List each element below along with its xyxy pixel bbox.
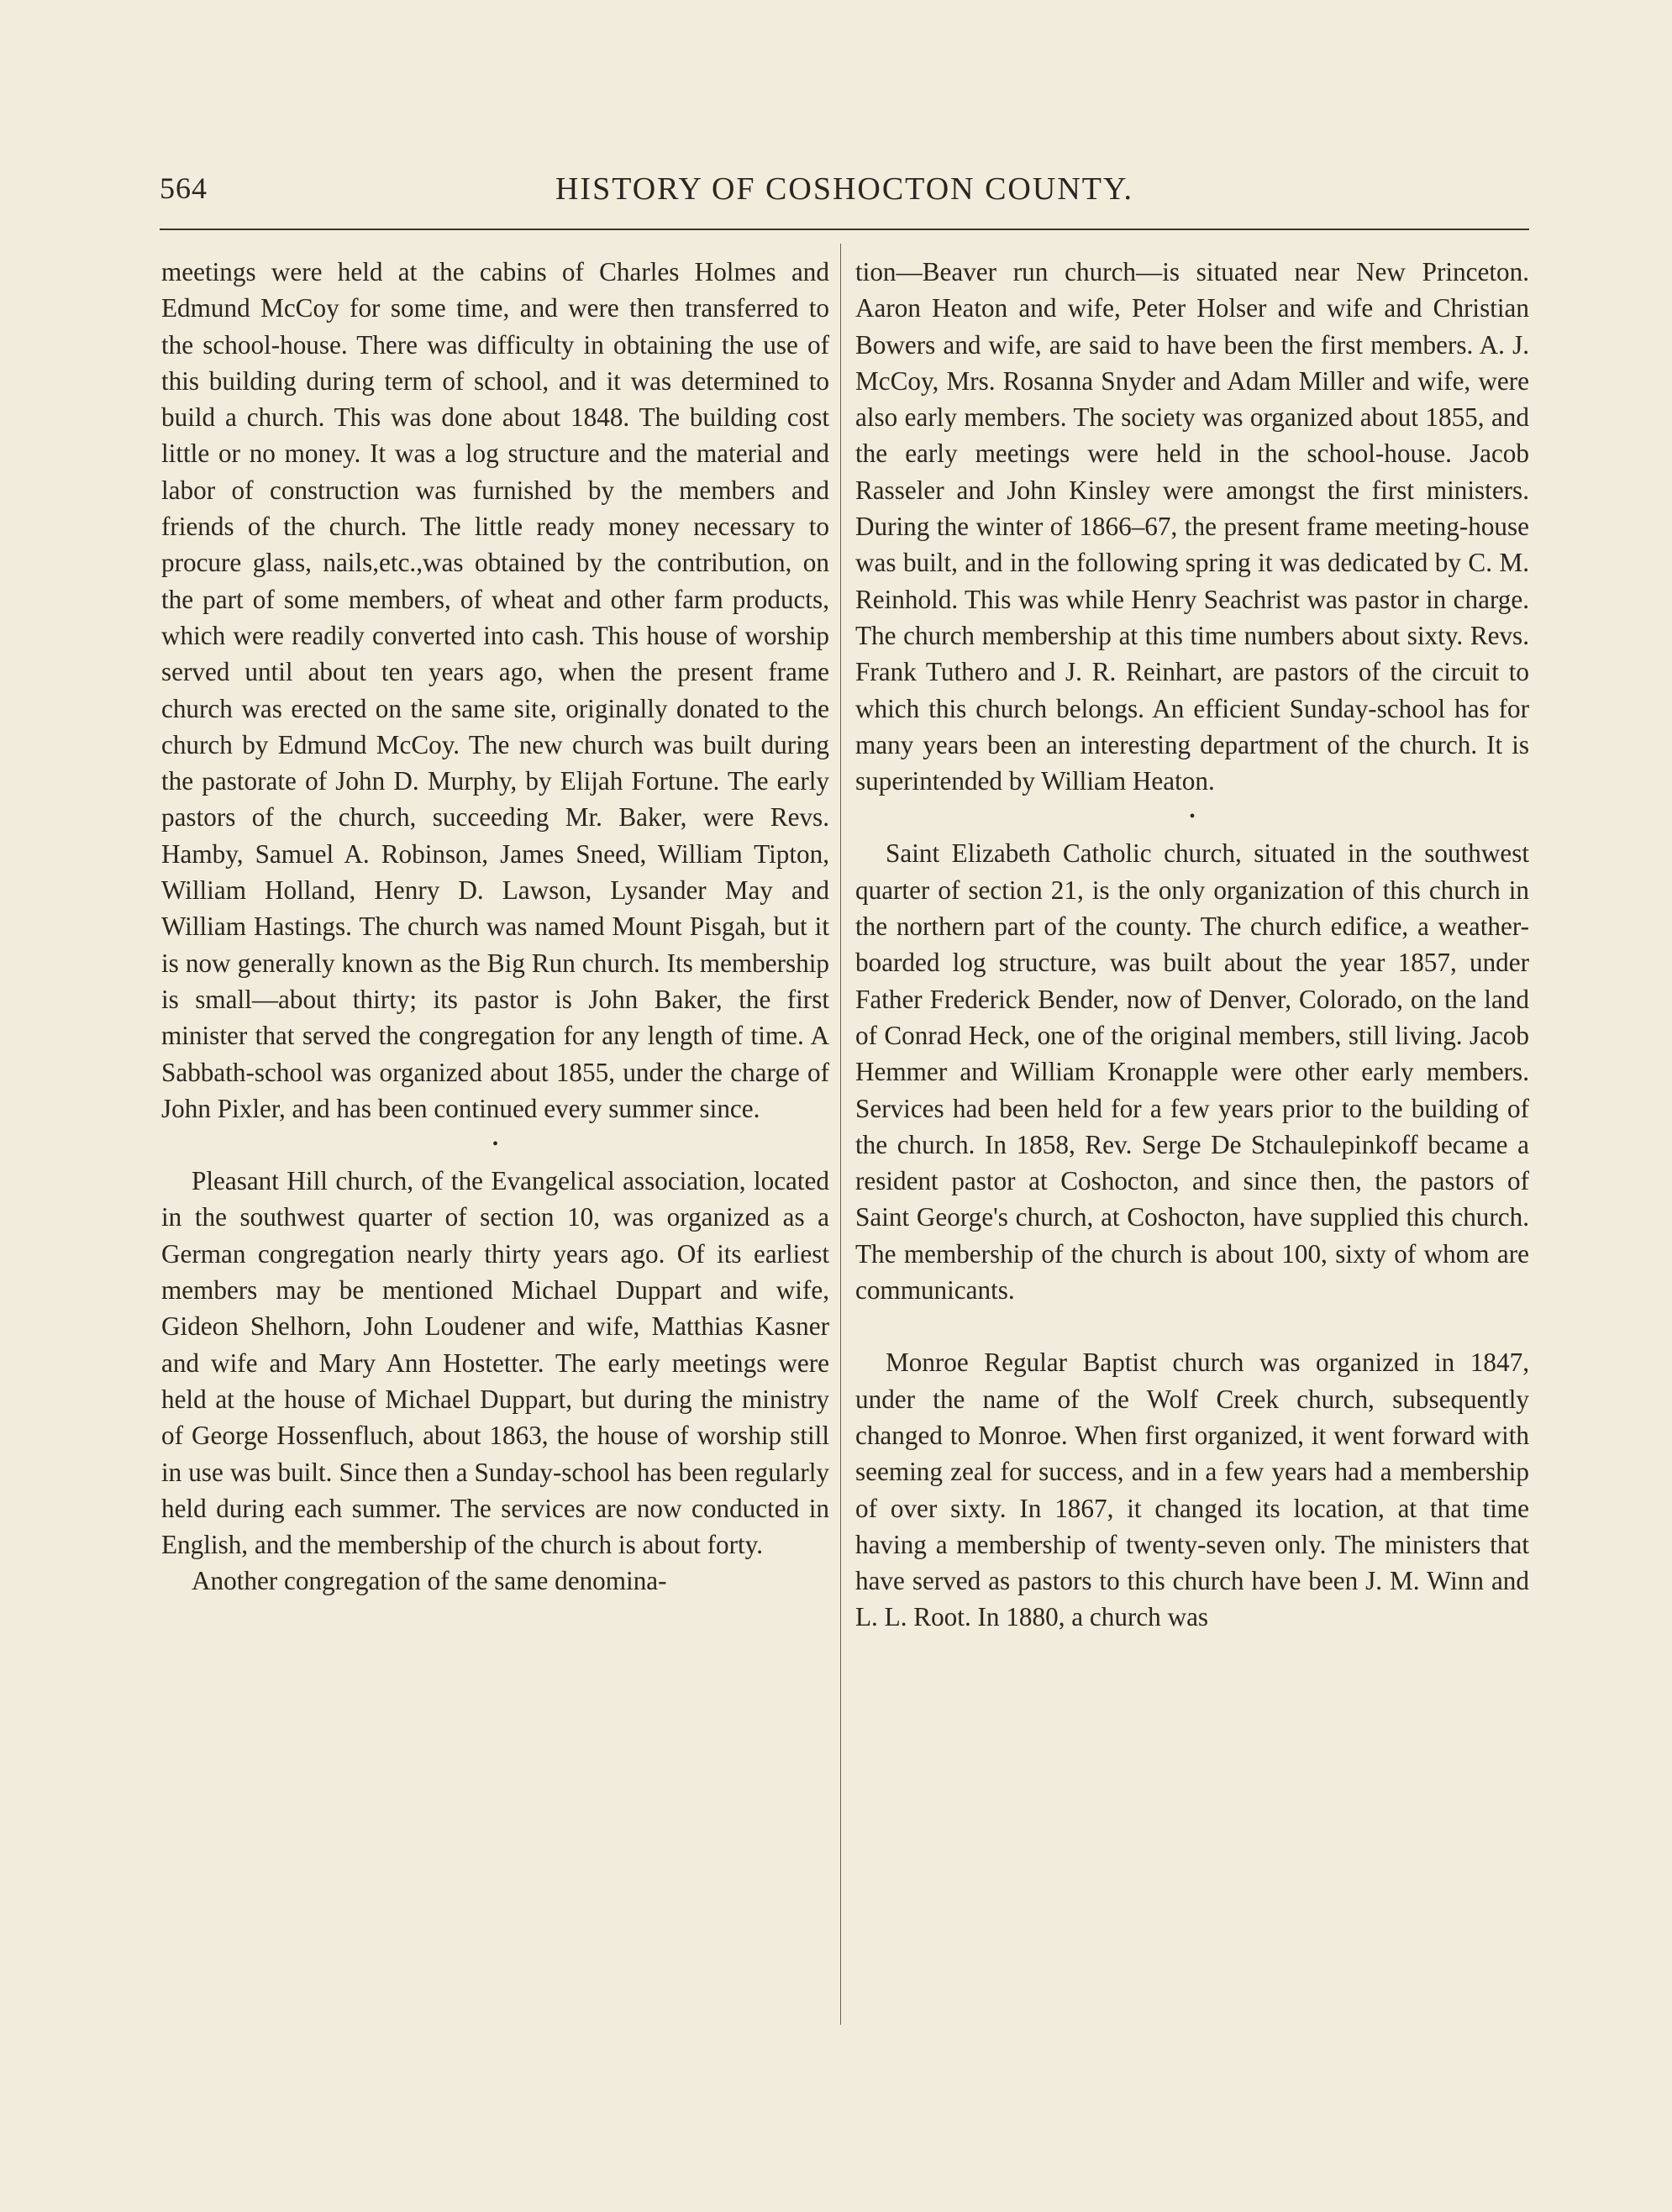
section-separator: • xyxy=(492,1135,498,1154)
paragraph-beaver-run: tion—Beaver run church—is situated near New Princeton. Aaron Heaton and wife, Peter Holser and wife and Christian Bowers and wife, are said to have been the first members. A. J. McCoy, Mrs. Rosanna Snyder and Adam Miller and wife, were also early members. The society was organized about 1855, and the early meetings were held in the school-house. Jacob Rasseler and John Kinsley were amongst the first ministers. During the winter of 1866–67, the present frame meeting-house was built, and in the following spring it was dedicated by C. M. Reinhold. This was while Henry Seachrist was pastor in charge. The church membership at this time numbers about sixty. Revs. Frank Tuthero and J. R. Reinhart, are pastors of the circuit to which this church belongs. An efficient Sunday-school has for many years been an interesting department of the church. It is superintended by William Heaton. xyxy=(855,257,1529,796)
paragraph-monroe-baptist: Monroe Regular Baptist church was organized in 1847, under the name of the Wolf Creek church, subsequently changed to Monroe. When first organized, it went forward with seeming zeal for success, and in a few years had a membership of over sixty. In 1867, it changed its location, at that time having a membership of twenty-seven only. The ministers that have served as pastors to this church have been J. M. Winn and L. L. Root. In 1880, a church was xyxy=(855,1348,1529,1632)
section-separator: • xyxy=(1189,807,1196,827)
paragraph-another-congregation: Another congregation of the same denomina- xyxy=(192,1566,667,1596)
header-rule xyxy=(160,229,1529,230)
right-column xyxy=(855,254,1529,1636)
paragraph-pleasant-hill: Pleasant Hill church, of the Evangelical association, located in the southwest quarter of section 10, was organized as a German congregation nearly thirty years ago. Of its earliest members may be mentioned Michael Duppart and wife, Gideon Shelhorn, John Loudener and wife, Matthias Kasner and wife and Mary Ann Hostetter. The early meetings were held at the house of Michael Duppart, but during the ministry of George Hossenfluch, about 1863, the house of worship still in use was built. Since then a Sunday-school has been regularly held during each summer. The services are now conducted in English, and the membership of the church is about forty. xyxy=(161,1166,829,1560)
running-head: HISTORY OF COSHOCTON COUNTY. xyxy=(555,171,1134,207)
page-header xyxy=(160,171,1529,221)
paragraph-mount-pisgah-continued: meetings were held at the cabins of Charles Holmes and Edmund McCoy for some time, and were then transferred to the school-house. There was difficulty in obtaining the use of this building during term of school, and it was determined to build a church. This was done about 1848. The building cost little or no money. It was a log structure and the material and labor of construction was furnished by the members and friends of the church. The little ready money necessary to procure glass, nails,etc.,was obtained by the contribution, on the part of some members, of wheat and other farm products, which were readily converted into cash. This house of worship served until about ten years ago, when the present frame church was erected on the same site, originally donated to the church by Edmund McCoy. The new church was built during the pastorate of John D. Murphy, by Elijah Fortune. The early pastors of the church, succeeding Mr. Baker, were Revs. Hamby, Samuel A. Robinson, James Sneed, William Tipton, William Holland, Henry D. Lawson, Lysander May and William Hastings. The church was named Mount Pisgah, but it is now generally known as the Big Run church. Its membership is small—about thirty; its pastor is John Baker, the first minister that served the congregation for any length of time. A Sabbath-school was organized about 1855, under the charge of John Pixler, and has been continued every summer since. xyxy=(161,257,829,1123)
page-number: 564 xyxy=(160,171,208,205)
paragraph-gap xyxy=(855,1308,1529,1344)
paragraph-saint-elizabeth: Saint Elizabeth Catholic church, situated in the southwest quarter of section 21, is the only organization of this church in the northern part of the county. The church edifice, a weather-boarded log structure, was built about the year 1857, under Father Frederick Bender, now of Denver, Colorado, on the land of Conrad Heck, one of the original members, still living. Jacob Hemmer and William Kronapple were other early members. Services had been held for a few years prior to the building of the church. In 1858, Rev. Serge De Stchaulepinkoff became a resident pastor at Coshocton, and since then, the pastors of Saint George's church, at Coshocton, have supplied this church. The membership of the church is about 100, sixty of whom are communicants. xyxy=(855,838,1529,1306)
left-column xyxy=(161,254,829,1600)
column-divider xyxy=(840,244,841,2025)
